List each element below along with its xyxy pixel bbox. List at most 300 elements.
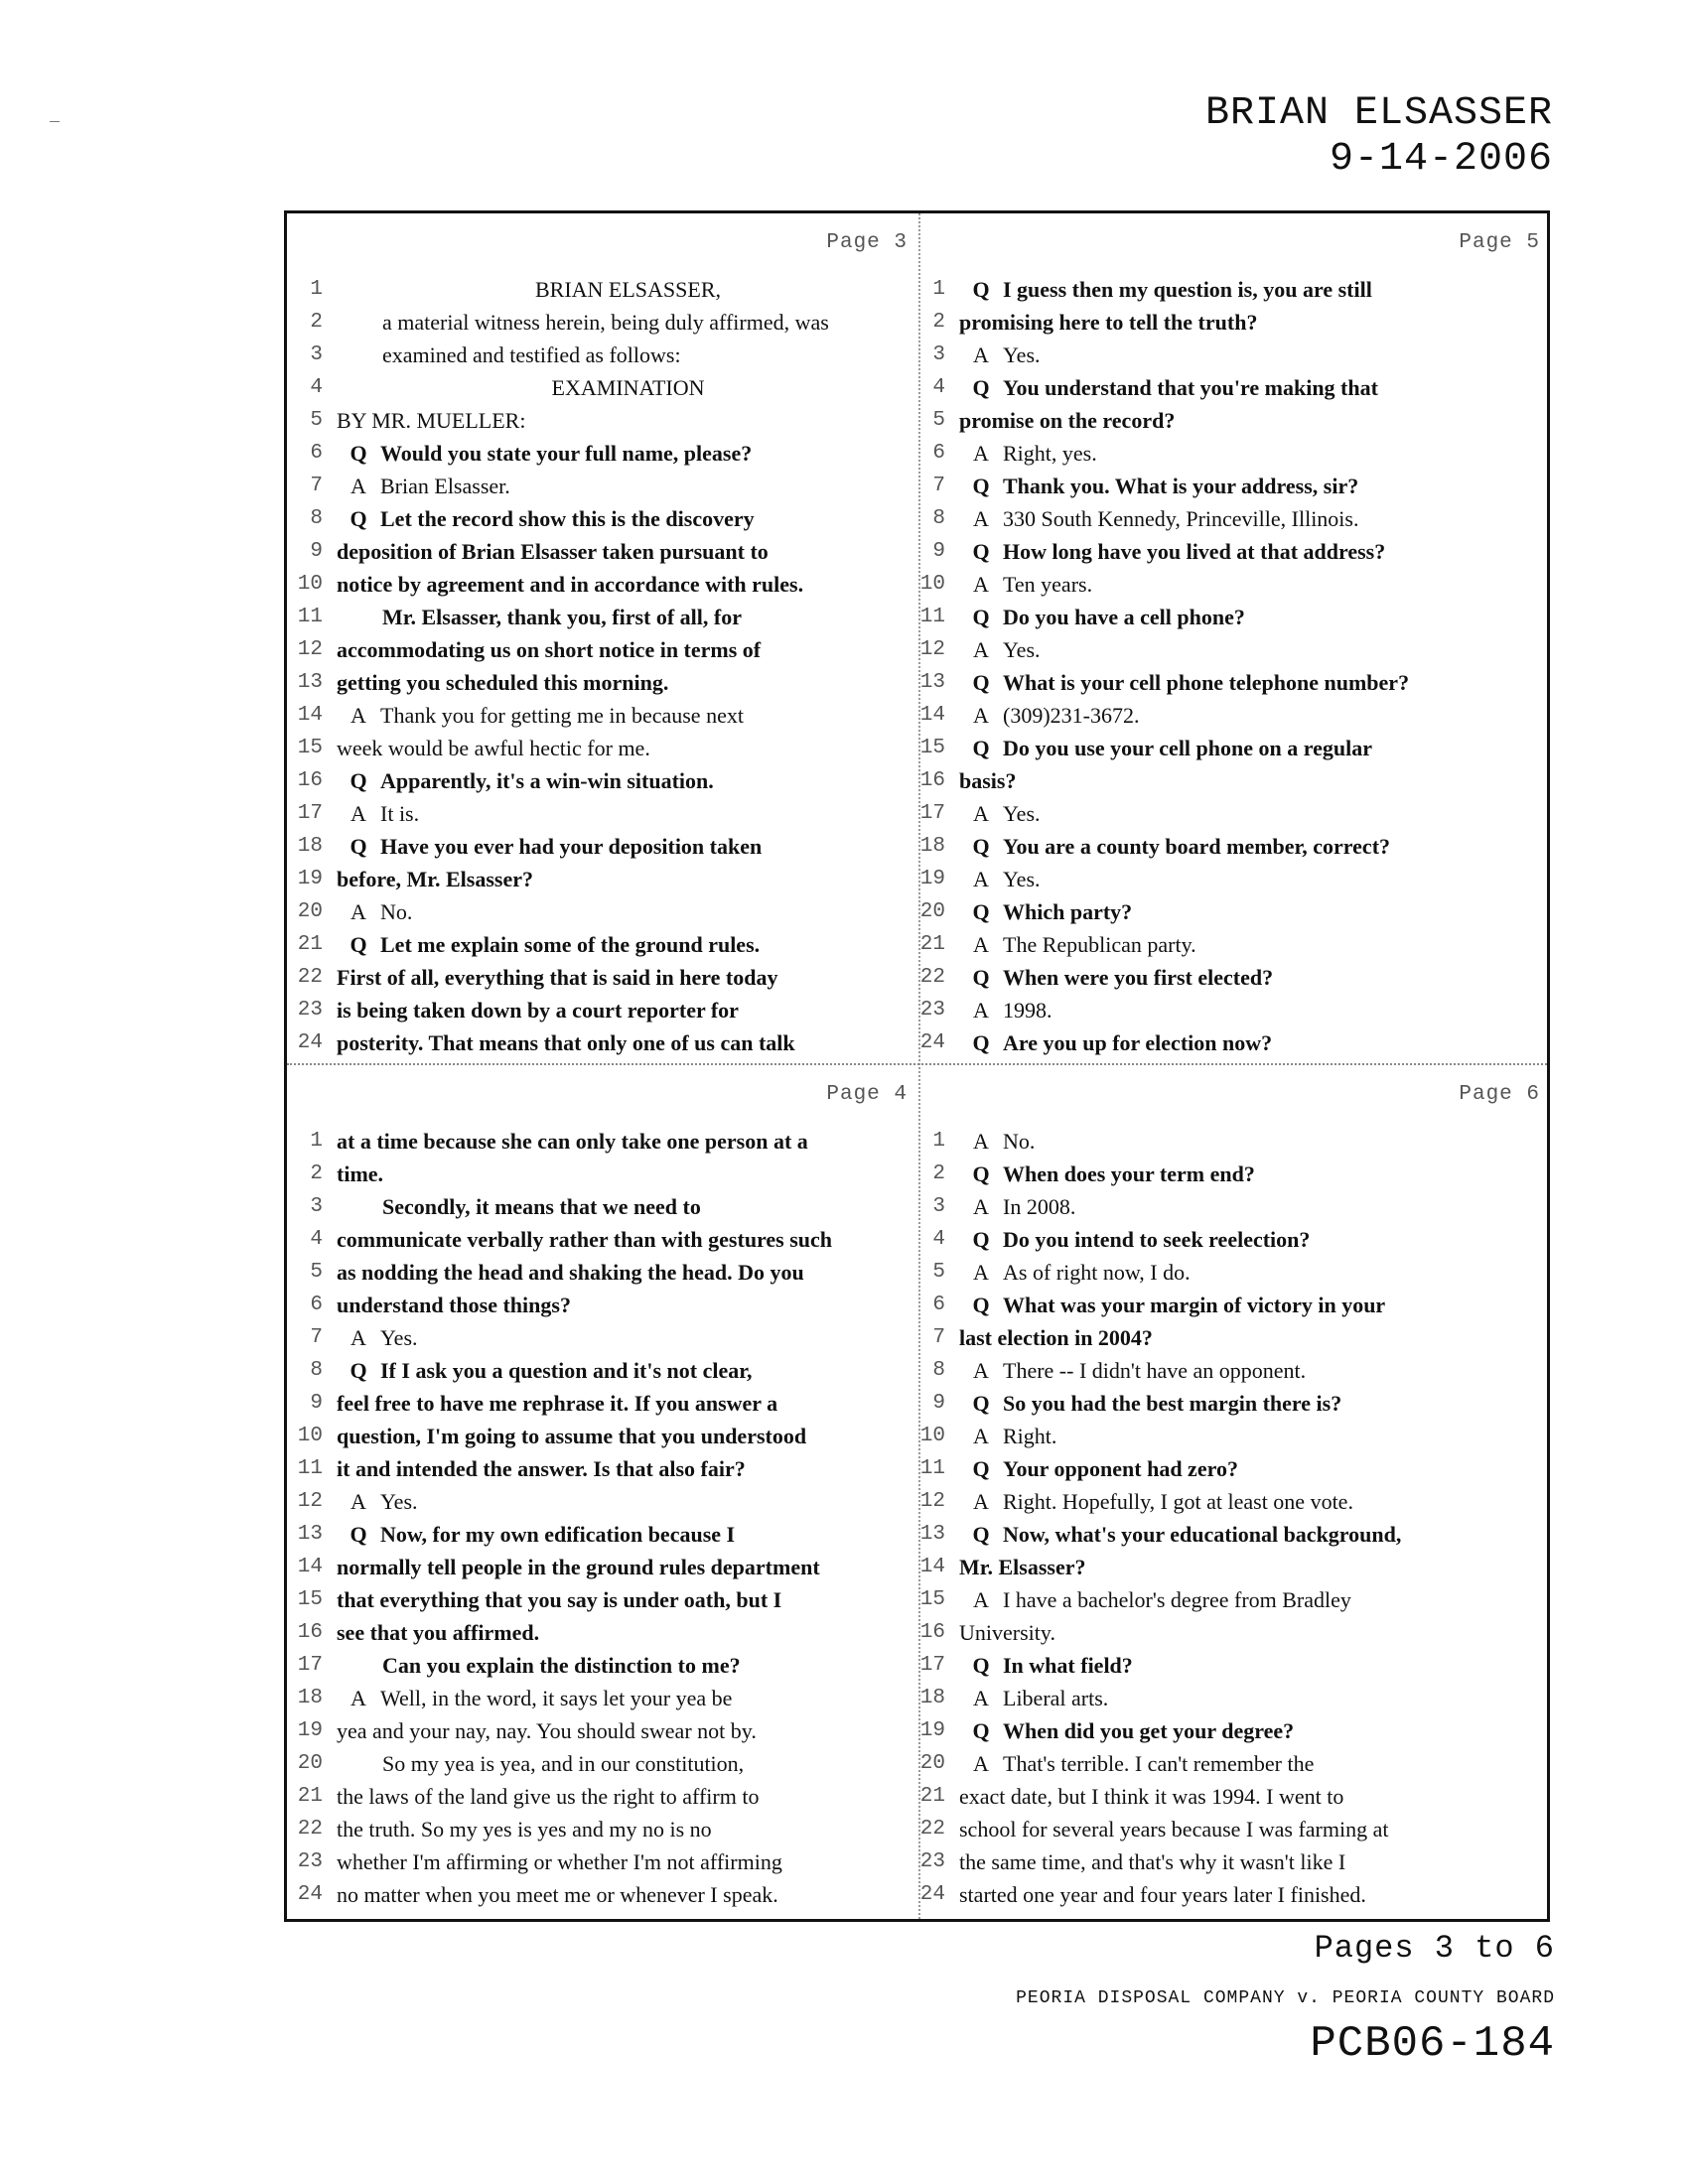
line-content: school for several years because I was farming at (959, 1816, 1389, 1842)
transcript-line (919, 1289, 1552, 1321)
line-text (959, 605, 1552, 630)
line-content: deposition of Brian Elsasser taken pursuant to (337, 538, 769, 564)
speaker-marker: Q (350, 1357, 367, 1383)
line-text (337, 408, 919, 434)
line-number: 8 (310, 1359, 323, 1382)
line-number: 22 (297, 966, 323, 989)
line-number: 13 (919, 671, 945, 694)
line-number: 24 (919, 1883, 945, 1906)
line-text (337, 539, 919, 565)
transcript-line (287, 1485, 919, 1518)
line-text (337, 637, 919, 663)
line-text (959, 1849, 1552, 1875)
transcript-line (919, 895, 1552, 928)
line-text (337, 1653, 919, 1679)
line-content: Mr. Elsasser, thank you, first of all, for (382, 604, 742, 629)
speaker-marker: Q (972, 1717, 990, 1743)
line-text (337, 1161, 919, 1187)
line-content: Right, yes. (1003, 440, 1097, 466)
transcript-line (287, 1289, 919, 1321)
transcript-frame (284, 210, 1550, 1922)
line-content: No. (1003, 1128, 1036, 1154)
line-text (337, 1522, 919, 1548)
line-content: Liberal arts. (1003, 1685, 1109, 1710)
transcript-line (287, 1420, 919, 1452)
speaker-marker: A (973, 571, 989, 597)
line-content: whether I'm affirming or whether I'm not affirming (337, 1848, 782, 1874)
line-number: 19 (919, 868, 945, 890)
speaker-marker: A (973, 341, 989, 367)
speaker-marker: A (973, 1193, 989, 1219)
line-text (337, 1620, 919, 1646)
line-number: 8 (932, 507, 945, 530)
speaker-marker: A (973, 931, 989, 957)
line-text (337, 1227, 919, 1253)
line-content: understand those things? (337, 1292, 571, 1317)
line-number: 3 (310, 343, 323, 366)
line-content: Yes. (1003, 800, 1041, 826)
line-number: 3 (310, 1195, 323, 1218)
transcript-page-4 (287, 1065, 919, 1914)
line-text (337, 1260, 919, 1286)
line-text (337, 310, 919, 336)
line-text (959, 670, 1552, 696)
line-text (959, 867, 1552, 892)
line-text (959, 1030, 1552, 1056)
line-text (337, 474, 919, 499)
line-text (337, 375, 919, 401)
line-text (337, 1358, 919, 1384)
speaker-marker: Q (350, 767, 367, 793)
line-text (337, 605, 919, 630)
speaker-marker: A (973, 636, 989, 662)
transcript-line (919, 502, 1552, 535)
line-text (337, 1030, 919, 1056)
line-text (337, 277, 919, 303)
speaker-marker: A (351, 1324, 366, 1350)
line-content: promise on the record? (959, 407, 1176, 433)
line-number: 20 (297, 1752, 323, 1775)
scan-mark (50, 121, 60, 122)
speaker-marker: Q (350, 505, 367, 531)
line-content: Which party? (1003, 898, 1133, 924)
line-text (337, 867, 919, 892)
transcript-line (287, 371, 919, 404)
speaker-marker: Q (972, 898, 990, 924)
line-content: 1998. (1003, 997, 1052, 1023)
line-number: 1 (310, 1130, 323, 1153)
transcript-page-6 (919, 1065, 1552, 1914)
transcript-line (287, 863, 919, 895)
line-text (337, 1325, 919, 1351)
line-content: exact date, but I think it was 1994. I went to (959, 1783, 1344, 1809)
line-content: BY MR. MUELLER: (337, 407, 526, 433)
line-text (337, 1882, 919, 1908)
speaker-marker: Q (972, 964, 990, 990)
line-text (337, 1129, 919, 1155)
speaker-marker: Q (972, 604, 990, 629)
line-number: 16 (919, 1621, 945, 1644)
transcript-line (919, 1845, 1552, 1878)
line-number: 1 (932, 278, 945, 301)
transcript-line (287, 1583, 919, 1616)
line-text (959, 1686, 1552, 1711)
line-text (337, 1489, 919, 1515)
line-number: 7 (310, 475, 323, 497)
speaker-marker: Q (350, 440, 367, 466)
speaker-marker: A (973, 1357, 989, 1383)
line-content: When did you get your degree? (1003, 1717, 1295, 1743)
line-content: Yes. (1003, 636, 1041, 662)
transcript-line (287, 1223, 919, 1256)
transcript-line (287, 961, 919, 994)
line-number: 15 (297, 1588, 323, 1611)
transcript-line (919, 1813, 1552, 1845)
line-number: 18 (297, 1687, 323, 1709)
transcript-line (287, 1518, 919, 1551)
line-content: As of right now, I do. (1003, 1259, 1191, 1285)
line-number: 19 (297, 1719, 323, 1742)
line-number: 22 (297, 1818, 323, 1841)
line-content: see that you affirmed. (337, 1619, 540, 1645)
line-number: 5 (310, 409, 323, 432)
transcript-line (287, 1158, 919, 1190)
transcript-line (919, 470, 1552, 502)
line-content: In what field? (1003, 1652, 1133, 1678)
transcript-line (919, 732, 1552, 764)
line-content: yea and your nay, nay. You should swear not by. (337, 1717, 757, 1743)
speaker-marker: A (973, 440, 989, 466)
line-text (959, 801, 1552, 827)
line-text (959, 375, 1552, 401)
transcript-line (919, 568, 1552, 601)
transcript-line (287, 994, 919, 1026)
transcript-line (287, 1026, 919, 1059)
transcript-line (919, 1649, 1552, 1682)
line-number: 12 (297, 638, 323, 661)
line-content: Right. (1003, 1423, 1057, 1448)
line-text (959, 1555, 1552, 1580)
transcript-line (287, 306, 919, 339)
witness-name-header: BRIAN ELSASSER (1204, 91, 1553, 136)
line-content: it and intended the answer. Is that also fair? (337, 1455, 746, 1481)
line-number: 20 (919, 1752, 945, 1775)
transcript-line (919, 666, 1552, 699)
speaker-marker: Q (972, 735, 990, 760)
line-number: 5 (932, 409, 945, 432)
line-content: 330 South Kennedy, Princeville, Illinois. (1003, 505, 1359, 531)
line-text (959, 1260, 1552, 1286)
line-number: 7 (932, 475, 945, 497)
line-text (337, 1555, 919, 1580)
speaker-marker: A (973, 1259, 989, 1285)
line-number: 7 (310, 1326, 323, 1349)
line-number: 13 (297, 1523, 323, 1546)
line-number: 13 (919, 1523, 945, 1546)
line-content: I have a bachelor's degree from Bradley (1003, 1586, 1351, 1612)
page-number-label: Page 4 (826, 1083, 908, 1106)
line-number: 6 (310, 1294, 323, 1316)
transcript-line (287, 1387, 919, 1420)
line-number: 4 (932, 376, 945, 399)
line-content: How long have you lived at that address? (1003, 538, 1386, 564)
line-text (337, 768, 919, 794)
case-caption-footer: PEORIA DISPOSAL COMPANY v. PEORIA COUNTY BOARD (1016, 1988, 1555, 2008)
line-number: 17 (297, 802, 323, 825)
line-text (959, 736, 1552, 761)
line-number: 14 (297, 1556, 323, 1578)
line-text (337, 736, 919, 761)
speaker-marker: Q (972, 374, 990, 400)
line-content: Thank you for getting me in because next (380, 702, 744, 728)
transcript-line (919, 797, 1552, 830)
line-text (337, 899, 919, 925)
line-content: normally tell people in the ground rules department (337, 1554, 820, 1579)
line-text (337, 1194, 919, 1220)
line-number: 8 (310, 507, 323, 530)
transcript-line (287, 1125, 919, 1158)
line-text (959, 1882, 1552, 1908)
line-text (959, 1718, 1552, 1744)
line-text (337, 801, 919, 827)
line-number: 23 (919, 999, 945, 1022)
line-text (337, 932, 919, 958)
line-content: First of all, everything that is said in here today (337, 964, 778, 990)
line-content: started one year and four years later I finished. (959, 1881, 1366, 1907)
speaker-marker: Q (972, 833, 990, 859)
transcript-line (919, 961, 1552, 994)
line-content: examined and testified as follows: (382, 341, 681, 367)
transcript-line (919, 1485, 1552, 1518)
line-number: 20 (919, 900, 945, 923)
line-number: 10 (919, 573, 945, 596)
page-range-footer: Pages 3 to 6 (1314, 1930, 1555, 1967)
speaker-marker: Q (972, 1521, 990, 1547)
line-number: 1 (310, 278, 323, 301)
line-text (337, 965, 919, 991)
speaker-marker: A (973, 800, 989, 826)
line-number: 9 (310, 540, 323, 563)
line-content: promising here to tell the truth? (959, 309, 1258, 335)
line-content: Would you state your full name, please? (380, 440, 753, 466)
line-text (337, 1293, 919, 1318)
line-content: Ten years. (1003, 571, 1093, 597)
line-content: What was your margin of victory in your (1003, 1292, 1386, 1317)
line-text (959, 637, 1552, 663)
speaker-marker: A (351, 800, 366, 826)
line-number: 3 (932, 1195, 945, 1218)
transcript-line (287, 928, 919, 961)
transcript-page-3 (287, 213, 919, 1062)
transcript-line (919, 535, 1552, 568)
transcript-line (287, 502, 919, 535)
line-number: 4 (310, 376, 323, 399)
line-content: That's terrible. I can't remember the (1003, 1750, 1315, 1776)
speaker-marker: Q (972, 1226, 990, 1252)
transcript-lines (287, 273, 919, 1059)
line-content: basis? (959, 767, 1017, 793)
transcript-lines (919, 273, 1552, 1059)
line-content: the same time, and that's why it wasn't like I (959, 1848, 1346, 1874)
speaker-marker: A (351, 1488, 366, 1514)
line-number: 9 (932, 1392, 945, 1415)
line-content: You are a county board member, correct? (1003, 833, 1391, 859)
transcript-line (919, 601, 1552, 633)
line-number: 9 (932, 540, 945, 563)
line-content: When were you first elected? (1003, 964, 1274, 990)
line-text (959, 310, 1552, 336)
speaker-marker: Q (350, 833, 367, 859)
transcript-line (919, 1256, 1552, 1289)
line-content: the laws of the land give us the right to affirm to (337, 1783, 760, 1809)
line-number: 20 (297, 900, 323, 923)
transcript-line (287, 699, 919, 732)
docket-number-footer: PCB06-184 (1310, 2019, 1555, 2069)
line-content: Do you use your cell phone on a regular (1003, 735, 1372, 760)
line-content: Secondly, it means that we need to (382, 1193, 701, 1219)
line-text (959, 768, 1552, 794)
line-text (337, 1587, 919, 1613)
line-text (337, 506, 919, 532)
transcript-lines (287, 1125, 919, 1911)
line-text (959, 1751, 1552, 1777)
line-content: Brian Elsasser. (380, 473, 510, 498)
transcript-line (919, 371, 1552, 404)
line-content: a material witness herein, being duly affirmed, was (382, 309, 829, 335)
line-text (337, 670, 919, 696)
transcript-line (919, 1125, 1552, 1158)
line-text (337, 1784, 919, 1810)
line-text (959, 1194, 1552, 1220)
transcript-line (287, 666, 919, 699)
line-number: 21 (919, 933, 945, 956)
transcript-line (919, 404, 1552, 437)
transcript-line (287, 273, 919, 306)
transcript-line (919, 1387, 1552, 1420)
line-text (337, 1391, 919, 1417)
speaker-marker: Q (972, 1455, 990, 1481)
line-content: You understand that you're making that (1003, 374, 1378, 400)
transcript-line (287, 1682, 919, 1714)
line-content: Yes. (380, 1488, 418, 1514)
transcript-line (919, 1682, 1552, 1714)
line-content: that everything that you say is under oath, but I (337, 1586, 782, 1612)
line-content: Have you ever had your deposition taken (380, 833, 763, 859)
speaker-marker: A (973, 1750, 989, 1776)
line-content: No. (380, 898, 413, 924)
transcript-line (287, 1616, 919, 1649)
line-content: University. (959, 1619, 1055, 1645)
line-text (959, 1293, 1552, 1318)
transcript-line (287, 1845, 919, 1878)
line-content: Let me explain some of the ground rules. (380, 931, 761, 957)
line-content: Apparently, it's a win-win situation. (380, 767, 714, 793)
line-number: 10 (919, 1425, 945, 1447)
line-number: 15 (919, 1588, 945, 1611)
line-text (959, 539, 1552, 565)
transcript-line (287, 1190, 919, 1223)
transcript-line (919, 1026, 1552, 1059)
line-number: 2 (310, 311, 323, 334)
speaker-marker: Q (350, 931, 367, 957)
line-content: If I ask you a question and it's not clear, (380, 1357, 753, 1383)
transcript-line (287, 830, 919, 863)
line-content: before, Mr. Elsasser? (337, 866, 533, 891)
transcript-line (287, 1878, 919, 1911)
line-text (959, 1653, 1552, 1679)
line-content: There -- I didn't have an opponent. (1003, 1357, 1307, 1383)
line-text (337, 1751, 919, 1777)
line-number: 18 (919, 835, 945, 858)
line-text (959, 1227, 1552, 1253)
transcript-line (287, 1649, 919, 1682)
line-content: accommodating us on short notice in terms of (337, 636, 762, 662)
line-text (959, 1817, 1552, 1843)
transcript-line (919, 306, 1552, 339)
transcript-lines (919, 1125, 1552, 1911)
transcript-line (919, 437, 1552, 470)
transcript-line (919, 863, 1552, 895)
transcript-line (287, 1780, 919, 1813)
line-number: 12 (919, 1490, 945, 1513)
line-number: 23 (297, 999, 323, 1022)
transcript-line (919, 1780, 1552, 1813)
line-number: 23 (919, 1850, 945, 1873)
transcript-line (287, 1747, 919, 1780)
line-number: 1 (932, 1130, 945, 1153)
line-content: Now, for my own edification because I (380, 1521, 736, 1547)
line-content: Yes. (380, 1324, 418, 1350)
line-content: communicate verbally rather than with gestures such (337, 1226, 833, 1252)
transcript-line (919, 994, 1552, 1026)
line-content: I guess then my question is, you are still (1003, 276, 1372, 302)
speaker-marker: Q (350, 1521, 367, 1547)
line-number: 4 (310, 1228, 323, 1251)
line-content: So you had the best margin there is? (1003, 1390, 1342, 1416)
line-text (959, 1456, 1552, 1482)
line-number: 16 (297, 769, 323, 792)
line-number: 24 (297, 1883, 323, 1906)
speaker-marker: A (973, 1685, 989, 1710)
speaker-marker: Q (972, 1029, 990, 1055)
transcript-line (287, 633, 919, 666)
line-number: 21 (297, 933, 323, 956)
line-text (959, 1620, 1552, 1646)
line-number: 11 (919, 1457, 945, 1480)
line-number: 5 (932, 1261, 945, 1284)
line-number: 22 (919, 1818, 945, 1841)
line-content: Are you up for election now? (1003, 1029, 1273, 1055)
line-number: 2 (932, 1162, 945, 1185)
transcript-line (287, 1256, 919, 1289)
transcript-line (287, 764, 919, 797)
line-text (959, 342, 1552, 368)
line-text (337, 342, 919, 368)
line-content: Yes. (1003, 866, 1041, 891)
line-text (959, 1587, 1552, 1613)
line-number: 22 (919, 966, 945, 989)
line-content: at a time because she can only take one person at a (337, 1128, 808, 1154)
line-content: the truth. So my yes is yes and my no is no (337, 1816, 712, 1842)
line-text (959, 506, 1552, 532)
speaker-marker: A (973, 997, 989, 1023)
line-number: 24 (919, 1031, 945, 1054)
line-text (959, 1391, 1552, 1417)
line-text (959, 441, 1552, 467)
transcript-line (919, 1747, 1552, 1780)
line-number: 15 (297, 737, 323, 759)
line-number: 15 (919, 737, 945, 759)
